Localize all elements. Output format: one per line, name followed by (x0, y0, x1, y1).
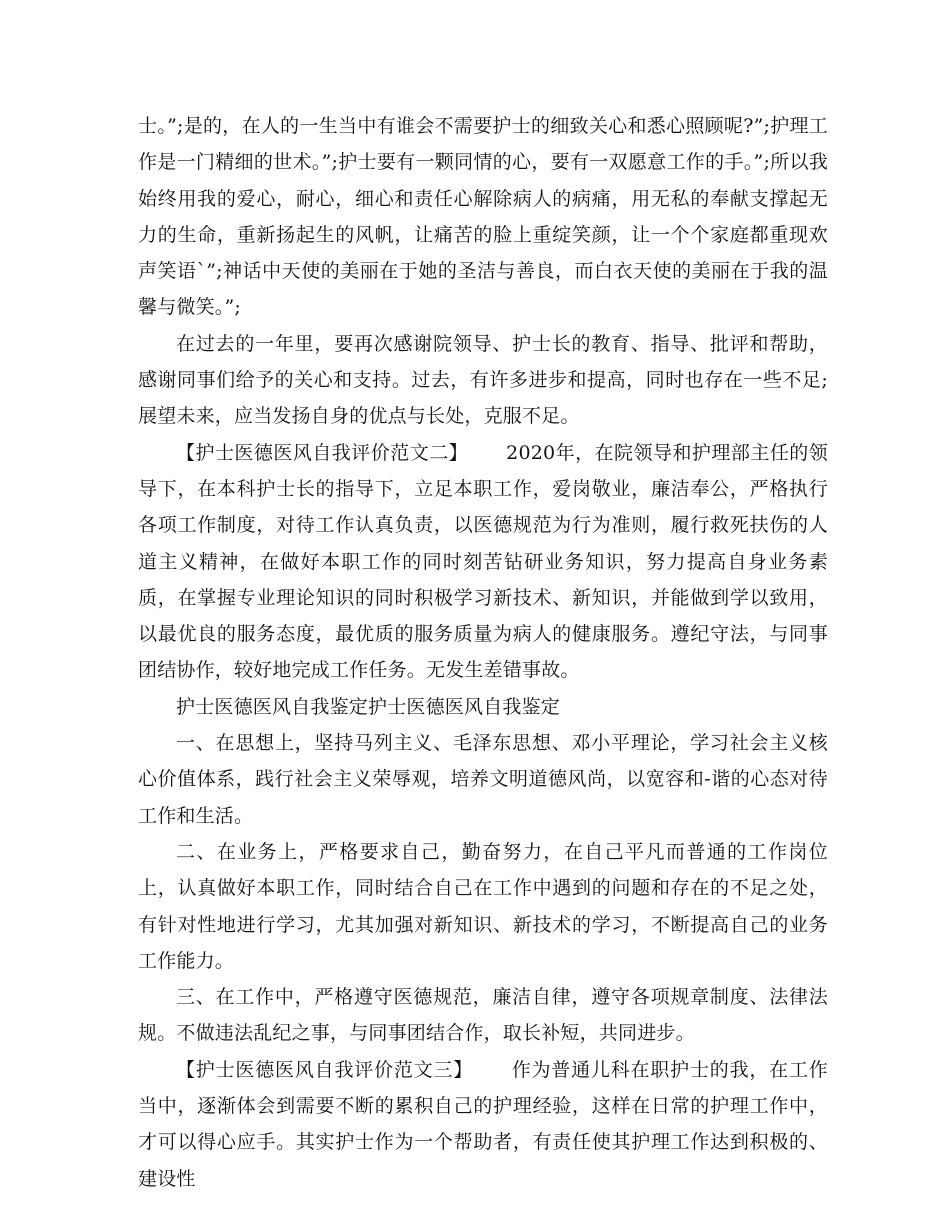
paragraph-1-text: 士。”;是的，在人的一生当中有谁会不需要护士的细致关心和悉心照顾呢?”;护理工作是一门精细的世术。”;护士要有一颗同情的心，要有一双愿意工作的手。”;所以我始终用我的爱心，耐心，细心和责任心解除病人的病痛，用无私的奉献支撑起无力的生命，重新扬起生的风帆，让痛苦的脸上重绽笑颜，让一个个家庭都重现欢声笑语`”;神话中天使的美丽在于她的圣洁与善良，而白衣天使的美丽在于我的温馨与微笑。”; (138, 115, 828, 319)
section-heading-3: 【护士医德医风自我评价范文三】 (176, 1058, 474, 1081)
paragraph-3 (138, 435, 828, 689)
paragraph-8 (138, 1052, 828, 1197)
paragraph-5-text: 一、在思想上，坚持马列主义、毛泽东思想、邓小平理论，学习社会主义核心价值体系，践行社会主义荣辱观，培养文明道德风尚，以宽容和-谐的心态对待工作和生活。 (138, 732, 828, 827)
paragraph-6-text: 二、在业务上，严格要求自己，勤奋努力，在自己平凡而普通的工作岗位上，认真做好本职工作，同时结合自己在工作中遇到的问题和存在的不足之处，有针对性地进行学习，尤其加强对新知识、新技术的学习，不断提高自己的业务工作能力。 (138, 840, 828, 972)
paragraph-1 (138, 108, 828, 326)
paragraph-7-text: 三、在工作中，严格遵守医德规范，廉洁自律，遵守各项规章制度、法律法规。不做违法乱纪之事，与同事团结合作，取长补短，共同进步。 (138, 986, 828, 1045)
paragraph-5 (138, 725, 828, 834)
paragraph-2 (138, 326, 828, 435)
paragraph-4 (138, 689, 828, 725)
section-heading-2: 【护士医德医风自我评价范文二】 (176, 441, 469, 464)
paragraph-3-text: 2020年，在院领导和护理部主任的领导下，在本科护士长的指导下，立足本职工作，爱岗敬业，廉洁奉公，严格执行各项工作制度，对待工作认真负责，以医德规范为行为准则，履行救死扶伤的人道主义精神，在做好本职工作的同时刻苦钻研业务知识，努力提高自身业务素质，在掌握专业理论知识的同时积极学习新技术、新知识，并能做到学以致用，以最优良的服务态度，最优质的服务质量为病人的健康服务。遵纪守法，与同事团结协作，较好地完成工作任务。无发生差错事故。 (138, 441, 828, 682)
paragraph-7 (138, 979, 828, 1052)
paragraph-4-text: 护士医德医风自我鉴定护士医德医风自我鉴定 (176, 695, 561, 718)
paragraph-8-text: 作为普通儿科在职护士的我，在工作当中，逐渐体会到需要不断的累积自己的护理经验，这样在日常的护理工作中，才可以得心应手。其实护士作为一个帮助者，有责任使其护理工作达到积极的、建设性 (138, 1058, 828, 1190)
paragraph-2-text: 在过去的一年里，要再次感谢院领导、护士长的教育、指导、批评和帮助，感谢同事们给予的关心和支持。过去，有许多进步和提高，同时也存在一些不足;展望未来，应当发扬自身的优点与长处，克服不足。 (138, 332, 828, 428)
document-body (138, 108, 828, 1197)
paragraph-6 (138, 834, 828, 979)
